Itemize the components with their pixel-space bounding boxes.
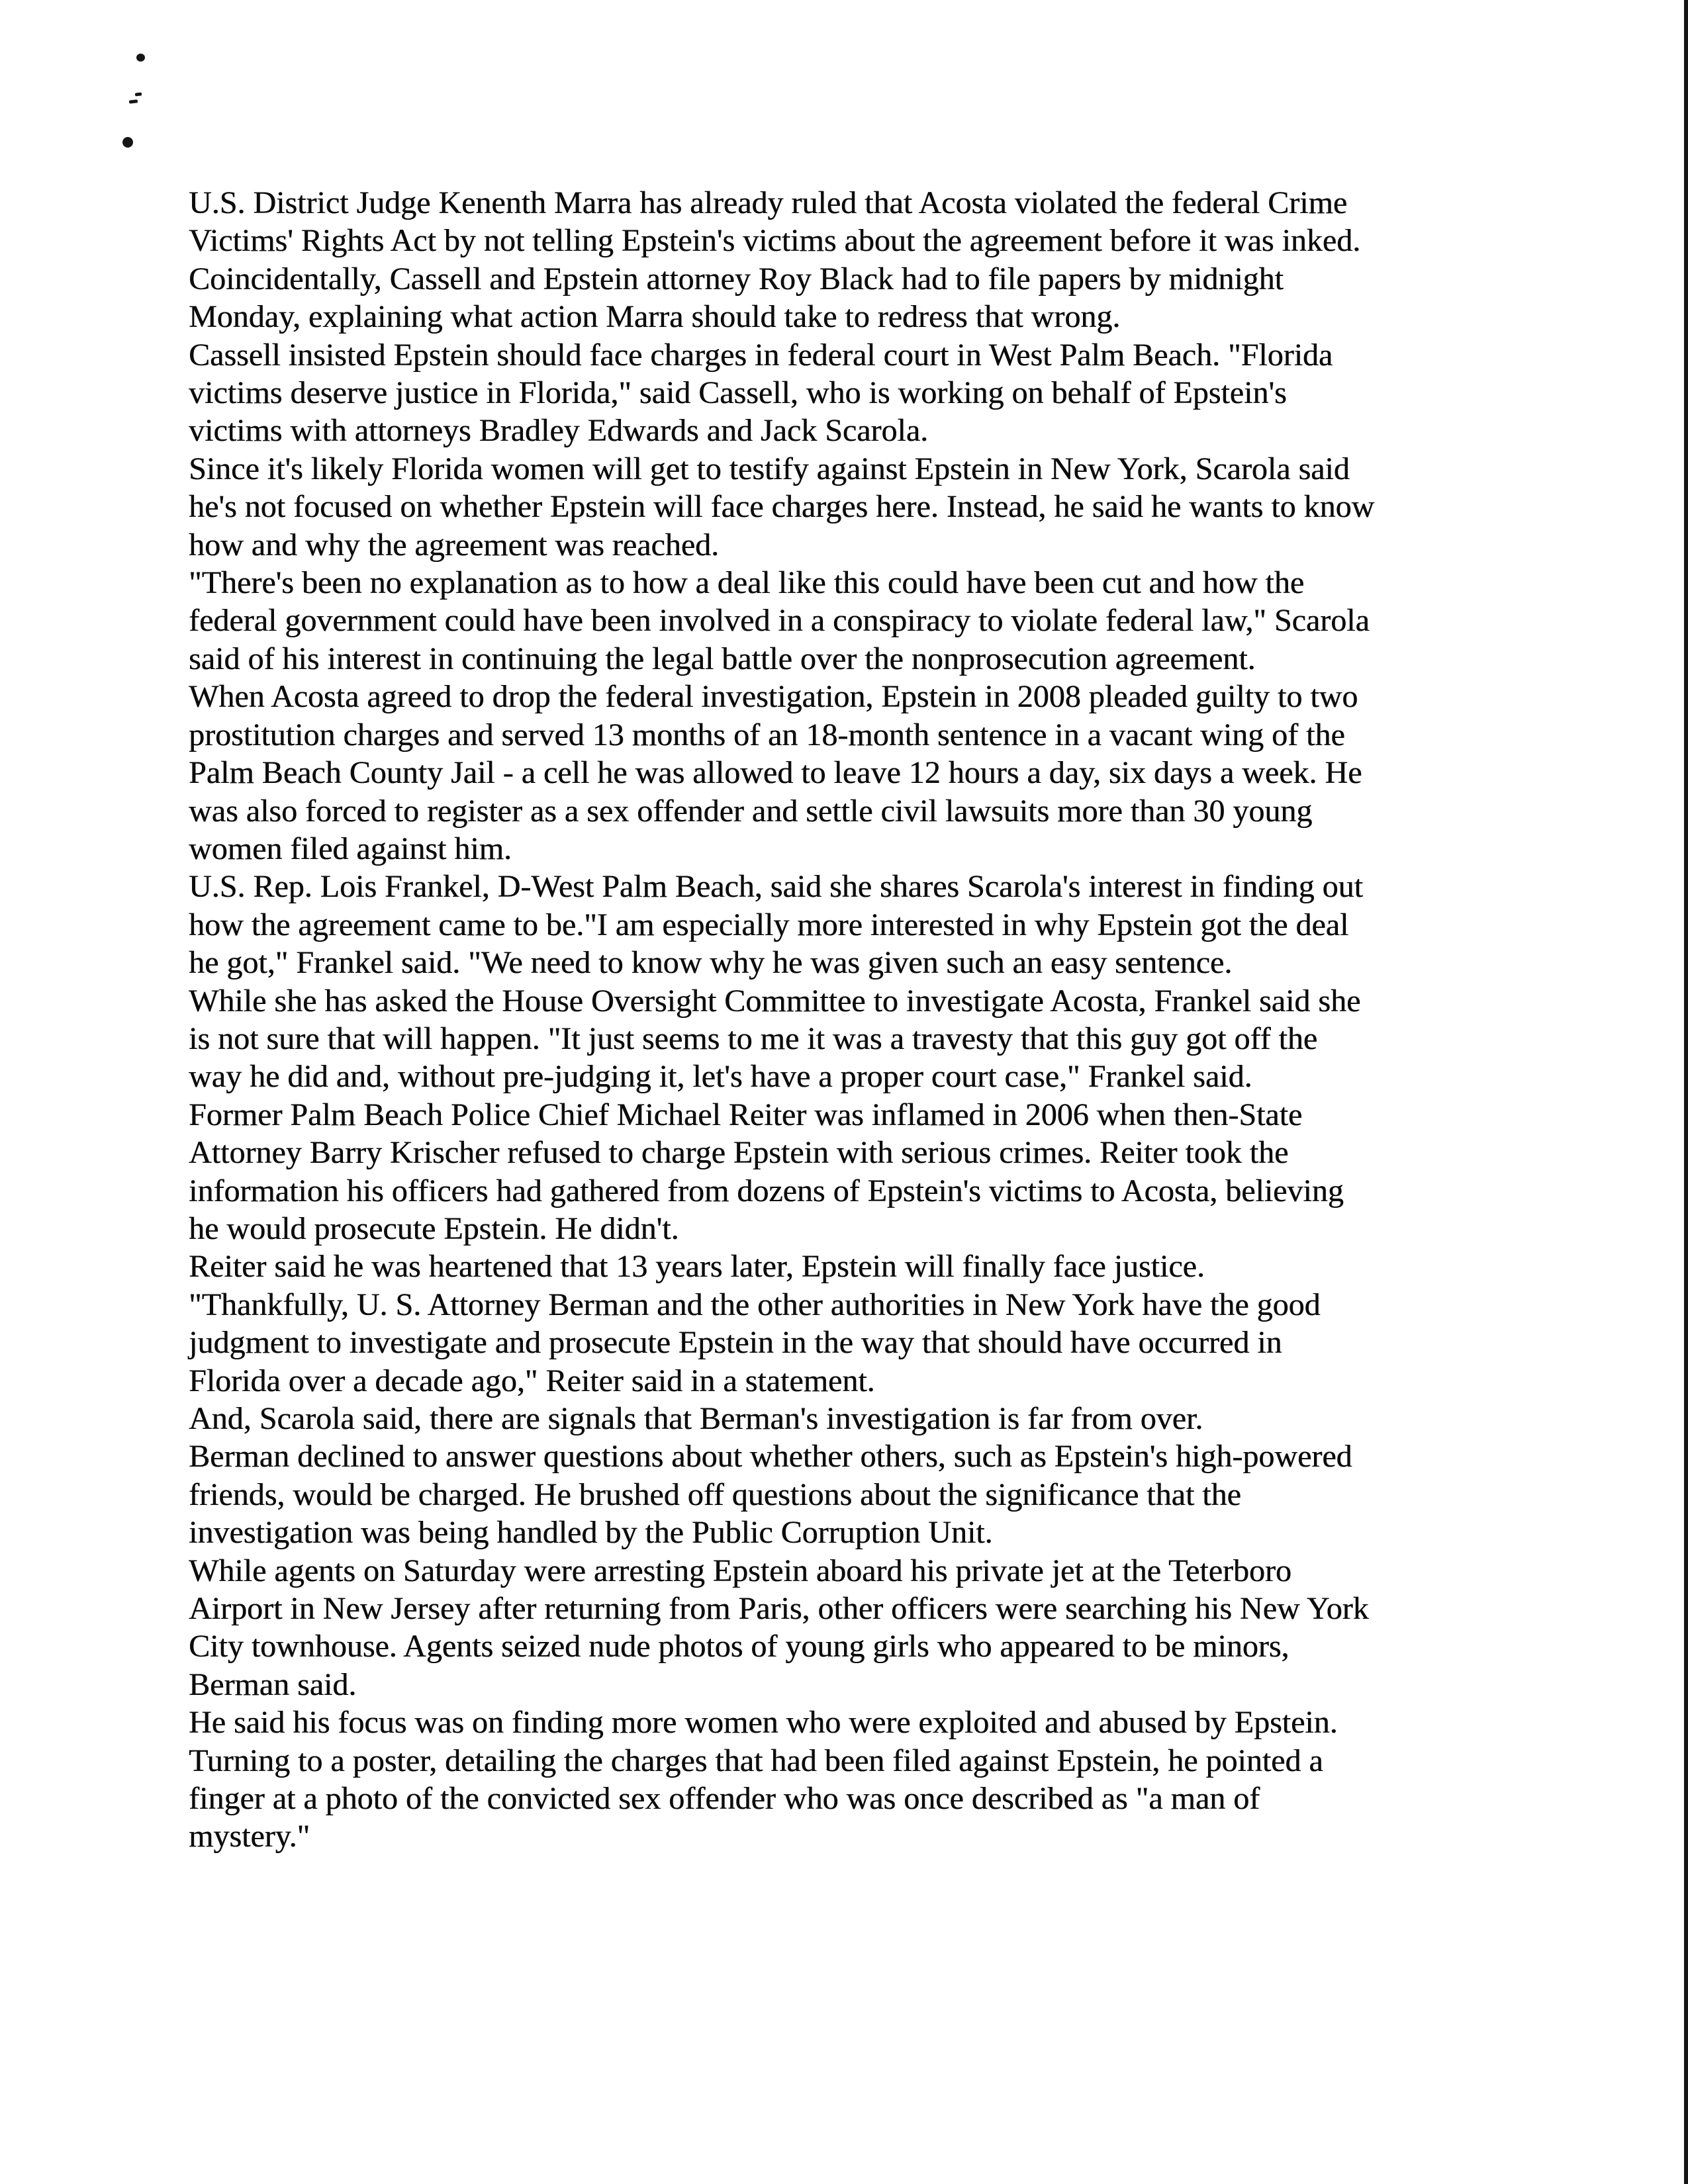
text-line: said of his interest in continuing the legal battle over the nonprosecution agreement. bbox=[189, 641, 1256, 676]
paragraph bbox=[189, 678, 1499, 868]
text-line: Cassell insisted Epstein should face charges in federal court in West Palm Beach. "Florida bbox=[189, 337, 1333, 373]
text-line: information his officers had gathered from dozens of Epstein's victims to Acosta, believing bbox=[189, 1173, 1344, 1208]
paragraph bbox=[189, 1400, 1499, 1437]
paragraph bbox=[189, 1286, 1499, 1400]
paragraph bbox=[189, 1248, 1499, 1285]
ink-dot-mark-bottom bbox=[122, 137, 133, 148]
text-line: Victims' Rights Act by not telling Epstein's victims about the agreement before it was inked. bbox=[189, 223, 1361, 259]
paragraph bbox=[189, 1096, 1499, 1248]
text-line: victims with attorneys Bradley Edwards and Jack Scarola. bbox=[189, 413, 929, 449]
ink-dot-mark-top bbox=[136, 54, 145, 62]
ink-dash-mark-upper bbox=[135, 92, 142, 96]
text-line: Coincidentally, Cassell and Epstein attorney Roy Black had to file papers by midnight bbox=[189, 261, 1284, 296]
scan-edge-artifact bbox=[1684, 0, 1688, 2184]
ink-dash-mark-lower bbox=[129, 99, 138, 103]
paragraph bbox=[189, 184, 1499, 336]
text-line: While agents on Saturday were arresting Epstein aboard his private jet at the Teterboro bbox=[189, 1553, 1291, 1588]
text-line: was also forced to register as a sex offender and settle civil lawsuits more than 30 young bbox=[189, 793, 1313, 829]
text-line: He said his focus was on finding more women who were exploited and abused by Epstein. bbox=[189, 1705, 1338, 1741]
text-line: he's not focused on whether Epstein will face charges here. Instead, he said he wants to know bbox=[189, 489, 1375, 525]
text-line: While she has asked the House Oversight Committee to investigate Acosta, Frankel said she bbox=[189, 983, 1361, 1019]
article-text bbox=[189, 184, 1499, 1856]
paragraph bbox=[189, 336, 1499, 450]
paragraph bbox=[189, 1704, 1499, 1856]
text-line: he would prosecute Epstein. He didn't. bbox=[189, 1210, 679, 1246]
text-line: Berman declined to answer questions about whether others, such as Epstein's high-powered bbox=[189, 1439, 1352, 1475]
text-line: Turning to a poster, detailing the charges that had been filed against Epstein, he pointed a bbox=[189, 1743, 1323, 1778]
paragraph bbox=[189, 982, 1499, 1096]
text-line: Palm Beach County Jail - a cell he was allowed to leave 12 hours a day, six days a week. He bbox=[189, 755, 1362, 791]
text-line: When Acosta agreed to drop the federal investigation, Epstein in 2008 pleaded guilty to two bbox=[189, 679, 1358, 715]
text-line: "There's been no explanation as to how a deal like this could have been cut and how the bbox=[189, 565, 1305, 601]
text-line: how the agreement came to be."I am especially more interested in why Epstein got the deal bbox=[189, 907, 1349, 942]
text-line: Attorney Barry Krischer refused to charge Epstein with serious crimes. Reiter took the bbox=[189, 1135, 1289, 1171]
paragraph bbox=[189, 1437, 1499, 1551]
text-line: friends, would be charged. He brushed off questions about the significance that the bbox=[189, 1477, 1241, 1512]
text-line: mystery." bbox=[189, 1819, 310, 1854]
text-line: And, Scarola said, there are signals that Berman's investigation is far from over. bbox=[189, 1401, 1203, 1436]
text-line: U.S. Rep. Lois Frankel, D-West Palm Beach, said she shares Scarola's interest in finding out bbox=[189, 869, 1363, 905]
text-line: victims deserve justice in Florida," said Cassell, who is working on behalf of Epstein's bbox=[189, 375, 1287, 411]
paragraph bbox=[189, 868, 1499, 981]
text-line: women filed against him. bbox=[189, 831, 512, 866]
text-line: Berman said. bbox=[189, 1666, 357, 1702]
text-line: Since it's likely Florida women will get to testify against Epstein in New York, Scarola said bbox=[189, 451, 1350, 486]
text-line: is not sure that will happen. "It just seems to me it was a travesty that this guy got off the bbox=[189, 1021, 1318, 1056]
paragraph bbox=[189, 1552, 1499, 1704]
text-line: judgment to investigate and prosecute Epstein in the way that should have occurred in bbox=[189, 1325, 1282, 1361]
text-line: prostitution charges and served 13 months of an 18-month sentence in a vacant wing of the bbox=[189, 717, 1345, 752]
text-line: he got," Frankel said. "We need to know why he was given such an easy sentence. bbox=[189, 945, 1233, 981]
paragraph bbox=[189, 564, 1499, 678]
text-line: Reiter said he was heartened that 13 years later, Epstein will finally face justice. bbox=[189, 1249, 1205, 1285]
text-line: finger at a photo of the convicted sex offender who was once described as "a man of bbox=[189, 1781, 1260, 1817]
text-line: Florida over a decade ago," Reiter said in a statement. bbox=[189, 1363, 875, 1398]
text-line: federal government could have been involved in a conspiracy to violate federal law," Scarola bbox=[189, 603, 1370, 639]
text-line: Monday, explaining what action Marra should take to redress that wrong. bbox=[189, 299, 1121, 335]
text-line: "Thankfully, U. S. Attorney Berman and the other authorities in New York have the good bbox=[189, 1287, 1321, 1322]
text-line: Former Palm Beach Police Chief Michael Reiter was inflamed in 2006 when then-State bbox=[189, 1097, 1303, 1132]
text-line: U.S. District Judge Kenenth Marra has already ruled that Acosta violated the federal Crime bbox=[189, 185, 1348, 220]
text-line: City townhouse. Agents seized nude photos of young girls who appeared to be minors, bbox=[189, 1629, 1289, 1664]
paragraph bbox=[189, 450, 1499, 564]
text-line: how and why the agreement was reached. bbox=[189, 527, 719, 563]
text-line: way he did and, without pre-judging it, let's have a proper court case," Frankel said. bbox=[189, 1059, 1252, 1095]
text-line: Airport in New Jersey after returning from Paris, other officers were searching his New York bbox=[189, 1591, 1369, 1627]
text-line: investigation was being handled by the Public Corruption Unit. bbox=[189, 1515, 993, 1551]
